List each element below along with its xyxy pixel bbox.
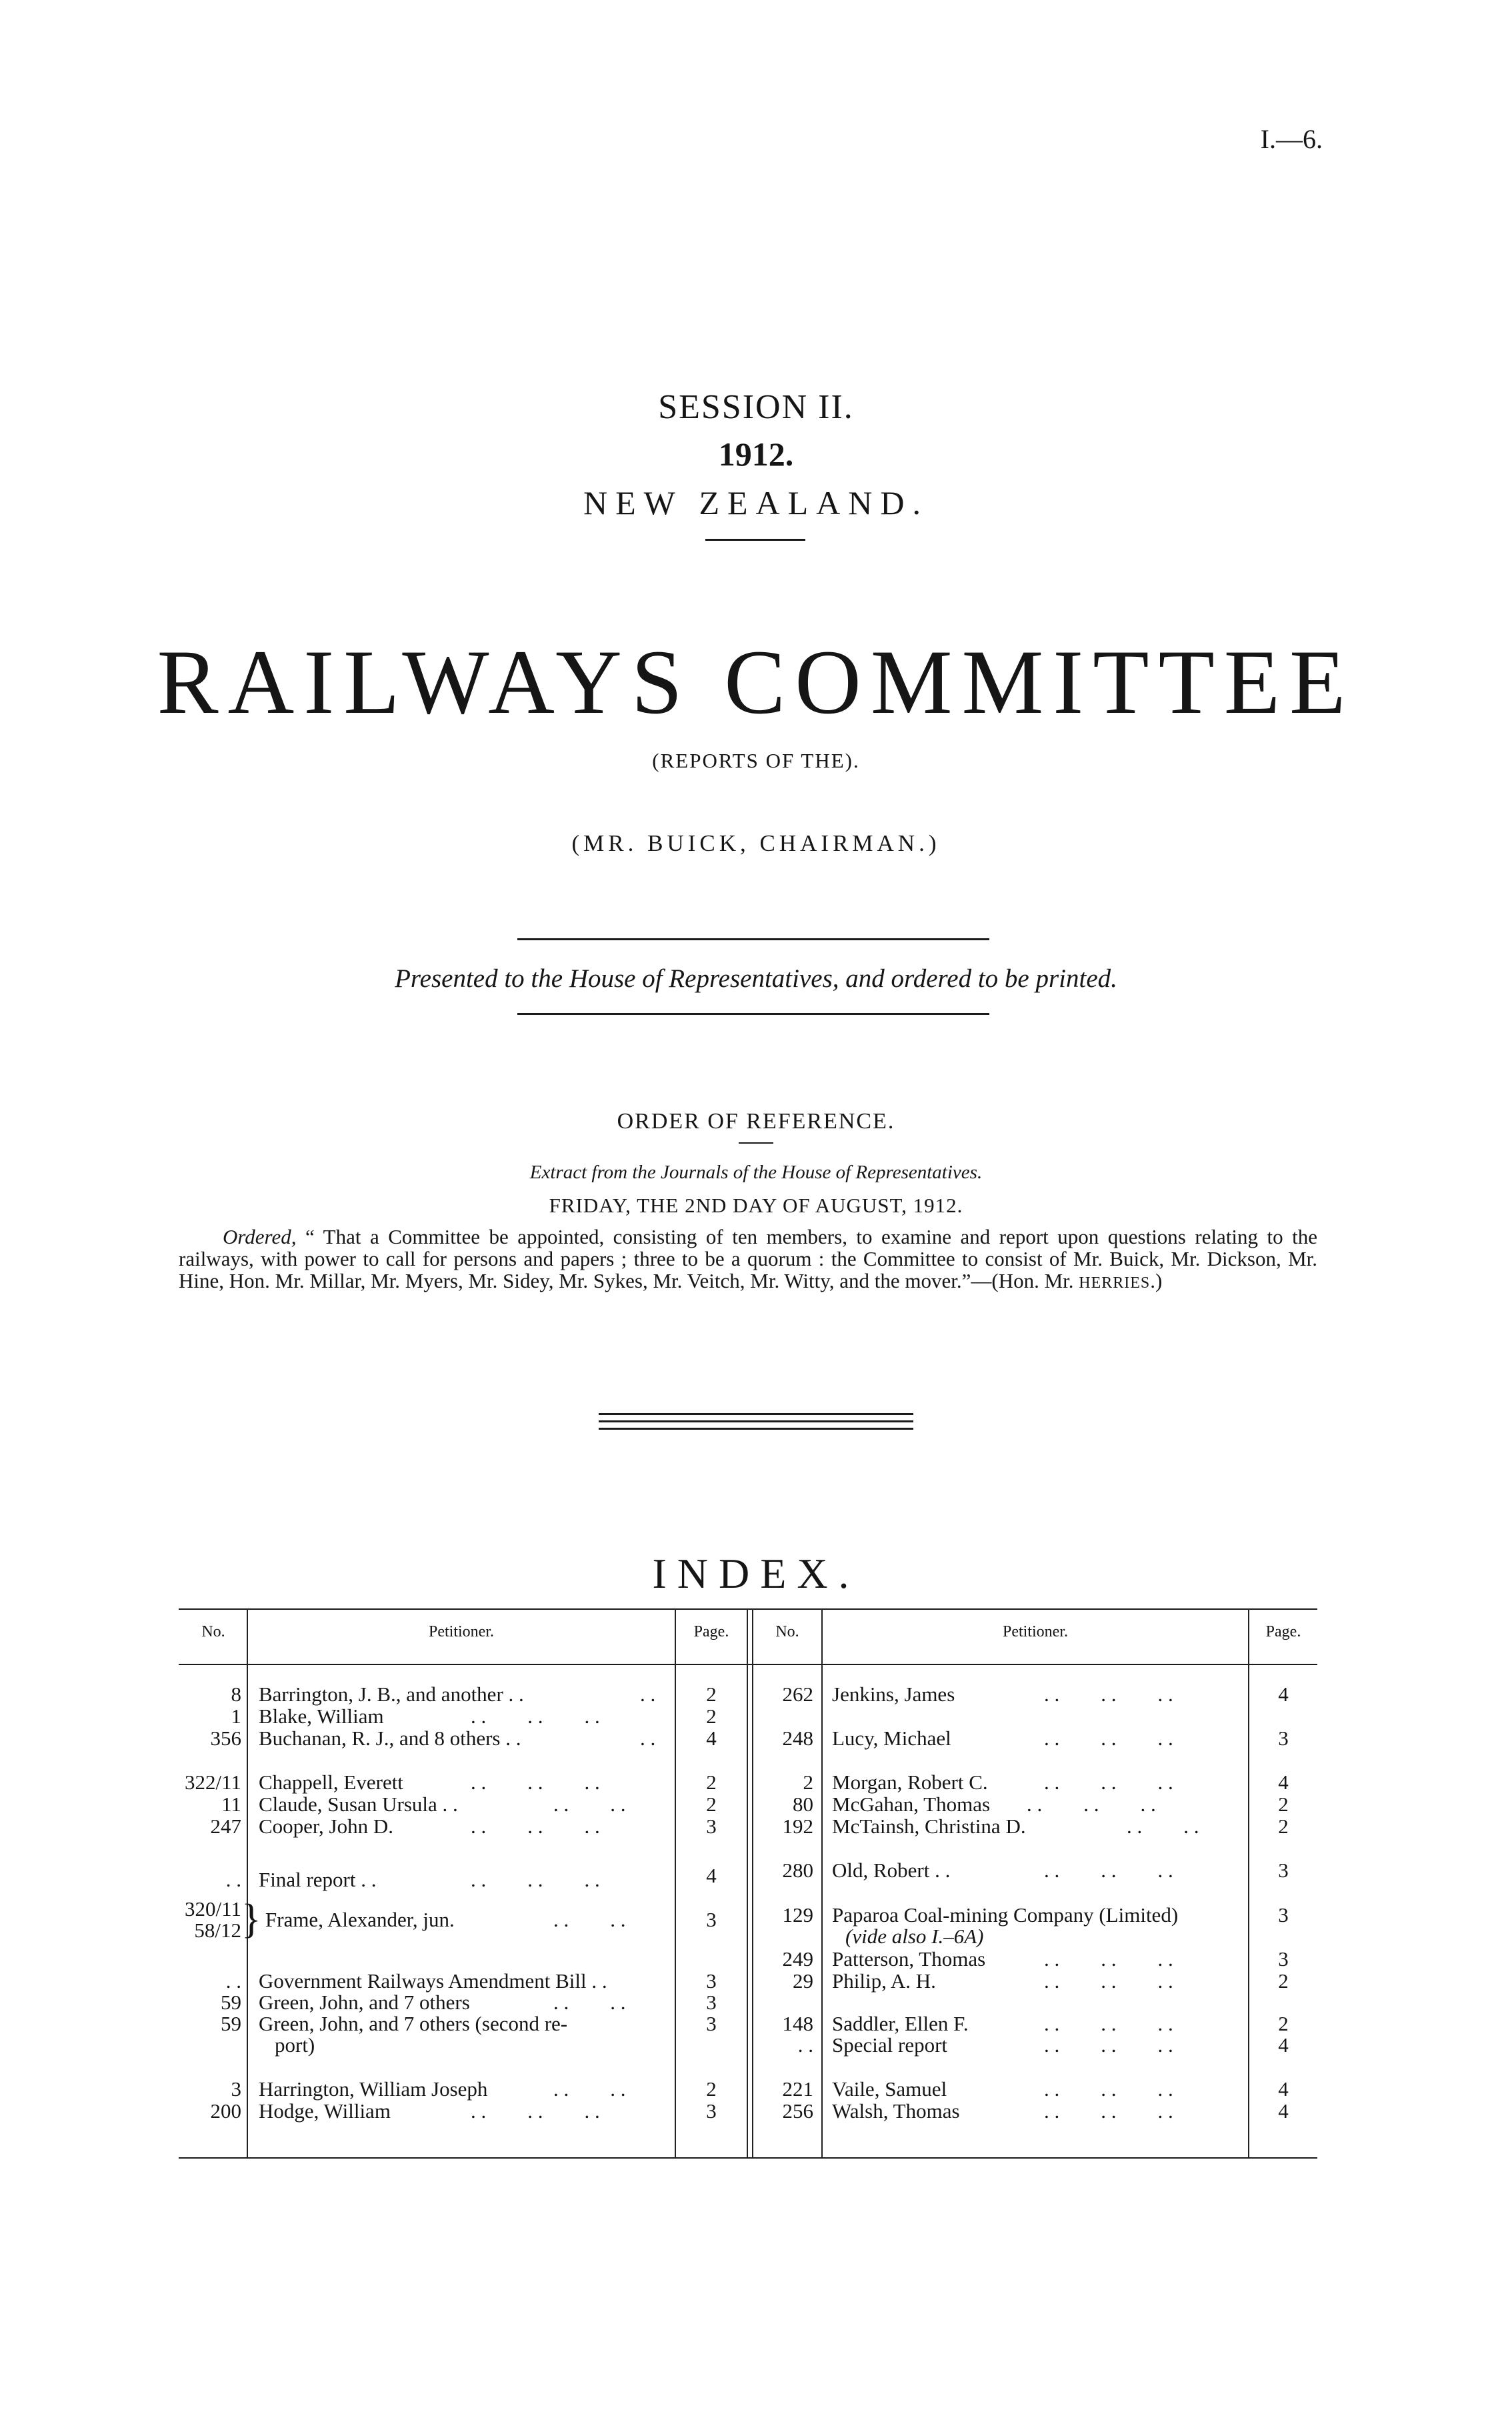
ordered-word: Ordered, — [223, 1225, 297, 1248]
left-no-second: 58/12 — [194, 1919, 241, 1942]
left-no: 8 — [231, 1682, 241, 1706]
left-name: Frame, Alexander, jun. — [265, 1908, 455, 1931]
left-page: 2 — [706, 1704, 717, 1728]
right-page: 2 — [1278, 1815, 1289, 1838]
right-page: 3 — [1278, 1726, 1289, 1750]
subtitle: (REPORTS OF THE). — [652, 749, 860, 772]
leader-dots: . . . . . . — [1044, 2033, 1173, 2057]
year-label: 1912. — [718, 435, 794, 473]
left-name: Blake, William — [259, 1704, 384, 1728]
left-no: 59 — [221, 2012, 241, 2035]
right-name: Old, Robert . . — [832, 1859, 951, 1882]
right-name: Patterson, Thomas — [832, 1947, 986, 1971]
right-name: Walsh, Thomas — [832, 2099, 960, 2123]
col-rule-4 — [821, 1608, 823, 2157]
left-no: 200 — [210, 2099, 241, 2123]
separator-rule-3 — [599, 1428, 913, 1430]
leader-dots: . . . . . . — [1044, 2012, 1173, 2035]
left-name: Chappell, Everett — [259, 1770, 403, 1794]
col-rule-1 — [247, 1608, 248, 2157]
leader-dots: . . . . . . — [471, 1770, 600, 1794]
right-page: 4 — [1278, 2099, 1289, 2123]
right-no: 256 — [782, 2099, 813, 2123]
right-no: 29 — [793, 1969, 813, 1993]
leader-dots: . . . . . . — [471, 1704, 600, 1728]
presented-top-rule — [517, 938, 989, 940]
right-no: 221 — [782, 2077, 813, 2101]
leader-dots: . . . . — [553, 1792, 626, 1816]
header-page-right: Page. — [1265, 1623, 1301, 1640]
left-page: 3 — [706, 1969, 717, 1993]
header-no-left: No. — [201, 1623, 225, 1640]
leader-dots: . . . . . . — [1044, 1969, 1173, 1993]
order-paragraph — [179, 1226, 1317, 1294]
left-no: 322/11 — [185, 1770, 241, 1794]
left-no: 320/11 — [185, 1897, 241, 1921]
left-page: 4 — [706, 1864, 717, 1887]
leader-dots: . . . . . . — [1044, 1859, 1173, 1882]
order-closing: .) — [1150, 1269, 1163, 1292]
separator-rule-1 — [599, 1413, 913, 1415]
left-name: Government Railways Amendment Bill . . — [259, 1969, 607, 1993]
left-page: 2 — [706, 1770, 717, 1794]
header-petitioner-right: Petitioner. — [1003, 1623, 1068, 1640]
leader-dots: . . — [640, 1726, 656, 1750]
right-no: 280 — [782, 1859, 813, 1882]
left-page: 3 — [706, 1908, 717, 1931]
left-name: Claude, Susan Ursula . . — [259, 1792, 458, 1816]
left-name: Harrington, William Joseph — [259, 2077, 488, 2101]
right-page: 2 — [1278, 1969, 1289, 1993]
header-page-left: Page. — [693, 1623, 729, 1640]
leader-dots: . . . . . . — [1044, 2077, 1173, 2101]
left-name-continued: port) — [275, 2033, 315, 2057]
left-page: 2 — [706, 2077, 717, 2101]
right-page: 4 — [1278, 2077, 1289, 2101]
left-page: 3 — [706, 2099, 717, 2123]
leader-dots: . . . . . . — [1044, 1770, 1173, 1794]
left-no: 59 — [221, 1991, 241, 2014]
left-name: Buchanan, R. J., and 8 others . . — [259, 1726, 521, 1750]
header-no-right: No. — [775, 1623, 799, 1640]
right-page: 4 — [1278, 2033, 1289, 2057]
leader-dots: . . . . — [553, 1991, 626, 2014]
right-no: 248 — [782, 1726, 813, 1750]
left-page: 3 — [706, 1991, 717, 2014]
left-name: Cooper, John D. — [259, 1815, 393, 1838]
right-no: . . — [797, 2033, 813, 2057]
left-page: 2 — [706, 1682, 717, 1706]
right-name: Vaile, Samuel — [832, 2077, 947, 2101]
index-title: INDEX. — [652, 1550, 860, 1597]
right-name: Special report — [832, 2033, 948, 2057]
document-reference: I.—6. — [1260, 124, 1323, 154]
right-no: 129 — [782, 1903, 813, 1927]
leader-dots: . . . . . . — [1044, 1682, 1173, 1706]
right-page: 3 — [1278, 1859, 1289, 1882]
left-name: Barrington, J. B., and another . . — [259, 1682, 524, 1706]
right-name: Paparoa Coal-mining Company (Limited) — [832, 1903, 1179, 1927]
date-line: FRIDAY, THE 2ND DAY OF AUGUST, 1912. — [549, 1194, 963, 1217]
leader-dots: . . . . . . — [471, 1868, 600, 1891]
left-no: 3 — [231, 2077, 241, 2101]
col-rule-3a — [747, 1608, 748, 2157]
order-heading: ORDER OF REFERENCE. — [617, 1109, 895, 1134]
leader-dots: . . . . — [1127, 1815, 1199, 1838]
table-top-rule — [179, 1608, 1317, 1610]
brace-glyph: } — [241, 1897, 261, 1942]
right-page: 2 — [1278, 1792, 1289, 1816]
leader-dots: . . . . . . — [471, 1815, 600, 1838]
right-name: Lucy, Michael — [832, 1726, 951, 1750]
right-page: 3 — [1278, 1903, 1289, 1927]
table-bottom-rule — [179, 2157, 1317, 2159]
presented-bottom-rule — [517, 1013, 989, 1015]
right-name: McTainsh, Christina D. — [832, 1815, 1026, 1838]
right-no: 249 — [782, 1947, 813, 1971]
left-page: 3 — [706, 1815, 717, 1838]
extract-line: Extract from the Journals of the House of Representatives. — [529, 1162, 983, 1183]
order-heading-dash — [739, 1142, 773, 1144]
right-name: Philip, A. H. — [832, 1969, 936, 1993]
right-page: 4 — [1278, 1682, 1289, 1706]
main-title: RAILWAYS COMMITTEE — [157, 631, 1355, 733]
right-page: 2 — [1278, 2012, 1289, 2035]
right-no: 148 — [782, 2012, 813, 2035]
left-no: 247 — [210, 1815, 241, 1838]
leader-dots: . . . . . . — [1044, 2099, 1173, 2123]
left-name: Green, John, and 7 others (second re- — [259, 2012, 568, 2035]
right-name: Morgan, Robert C. — [832, 1770, 988, 1794]
header-bottom-rule — [179, 1664, 1317, 1665]
right-name-continued: (vide also I.–6A) — [845, 1925, 984, 1948]
header-petitioner-left: Petitioner. — [429, 1623, 494, 1640]
left-page: 3 — [706, 2012, 717, 2035]
left-no: 1 — [231, 1704, 241, 1728]
right-no: 80 — [793, 1792, 813, 1816]
left-no: . . — [225, 1868, 241, 1891]
left-no: 356 — [210, 1726, 241, 1750]
left-name: Green, John, and 7 others — [259, 1991, 470, 2014]
leader-dots: . . . . — [553, 2077, 626, 2101]
leader-dots: . . . . . . — [1027, 1792, 1156, 1816]
right-no: 2 — [803, 1770, 813, 1794]
right-page: 4 — [1278, 1770, 1289, 1794]
order-body: “ That a Committee be appointed, consisting of ten members, to examine and report upon questions relating to the railways, with power to call for persons and papers ; three to be a quorum : the Committee to consist of Mr. Buick, Mr. Dickson, Mr. Hine, Hon. Mr. Millar, Mr. Myers, Mr. Sidey, Mr. Sykes, Mr. Veitch, Mr. Witty, and the mover.”—(Hon. Mr. — [179, 1225, 1318, 1292]
right-no: 262 — [782, 1682, 813, 1706]
right-no: 192 — [782, 1815, 813, 1838]
leader-dots: . . . . . . — [471, 2099, 600, 2123]
right-name: McGahan, Thomas — [832, 1792, 991, 1816]
leader-dots: . . . . . . — [1044, 1947, 1173, 1971]
country-underline — [705, 539, 805, 541]
left-name: Final report . . — [259, 1868, 377, 1891]
right-name: Jenkins, James — [832, 1682, 955, 1706]
right-page: 3 — [1278, 1947, 1289, 1971]
left-page: 2 — [706, 1792, 717, 1816]
chairman-line: (MR. BUICK, CHAIRMAN.) — [571, 830, 941, 856]
left-no: 11 — [221, 1792, 241, 1816]
right-name: Saddler, Ellen F. — [832, 2012, 969, 2035]
leader-dots: . . — [640, 1682, 656, 1706]
country-label: NEW ZEALAND. — [583, 484, 929, 521]
separator-rule-2 — [599, 1420, 913, 1422]
leader-dots: . . . . . . — [1044, 1726, 1173, 1750]
leader-dots: . . . . — [553, 1908, 626, 1931]
mover-name: HERRIES — [1079, 1274, 1151, 1292]
presented-line: Presented to the House of Representatives, and ordered to be printed. — [395, 964, 1117, 993]
session-label: SESSION II. — [658, 388, 854, 426]
left-no: . . — [225, 1969, 241, 1993]
left-name: Hodge, William — [259, 2099, 391, 2123]
left-page: 4 — [706, 1726, 717, 1750]
